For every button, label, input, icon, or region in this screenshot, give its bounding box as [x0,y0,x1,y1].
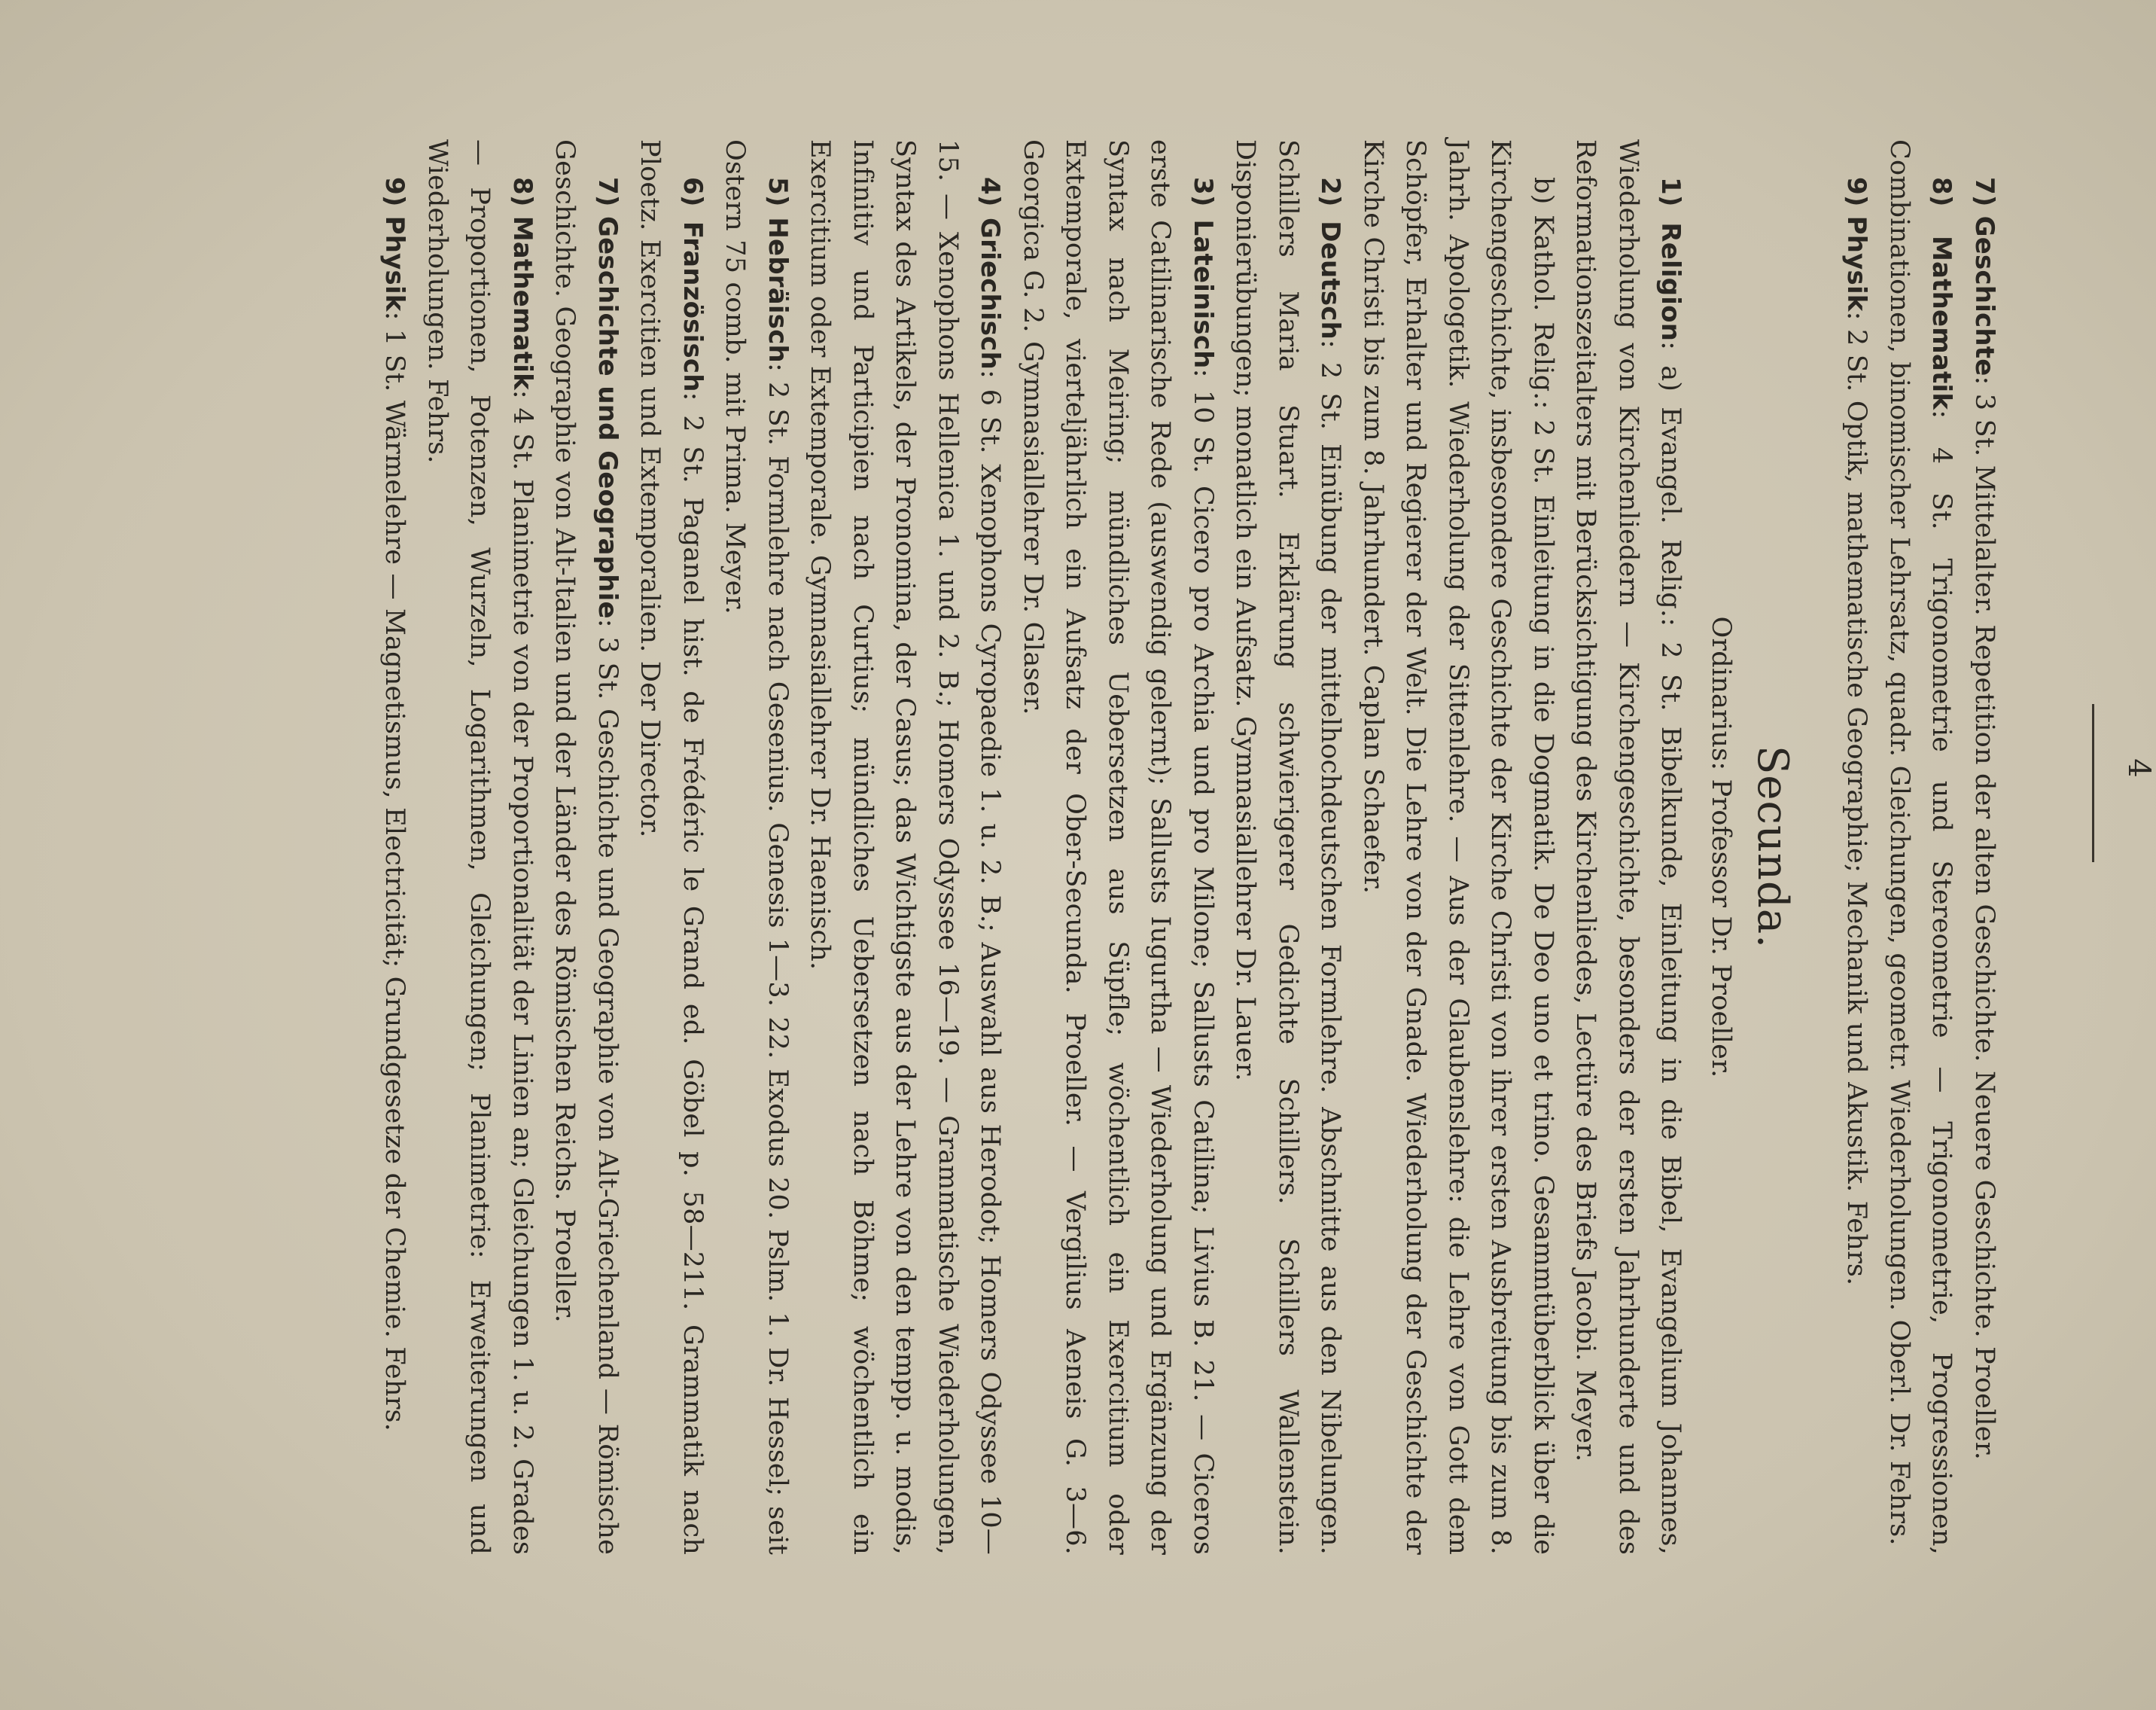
item-lateinisch: 3) Lateinisch: 10 St. Cicero pro Archia und pro Milone; Sallusts Catilina; Livius B. 21. — Ciceros erste Catilinarische Rede (auswendig gelernt); Sallusts Iugurtha — Wiederholung und Ergänzung der Syntax nach Meiring; mündliches Uebersetzen aus Süpfle; wöchentlich ein Exercitium oder Extemporale, vierteljährlich ein Aufsatz der Ober-Secunda. Proeller. — Vergilius Aeneis G. 3—6. Georgica G. 2. Gymnasiallehrer Dr. Glaser. [1018,139,1218,1555]
body-text [373,139,2005,1555]
item-franzoesisch: 6) Französisch: 2 St. Paganel hist. de Frédéric le Grand ed. Göbel p. 58—211. Grammatik nach Ploetz. Exercitien und Extemporalien. Der Director. [635,139,708,1555]
item-griechisch: 4) Griechisch: 6 St. Xenophons Cyropaedie 1. u. 2. B.; Auswahl aus Herodot; Homers Odyssee 10—15. — Xenophons Hellenica 1. und 2. B.; Homers Odyssee 16—19. — Grammatische Wiederholungen, Syntax des Artikels, der Pronomina, der Casus; das Wichtigste aus der Lehre von den tempp. u. modis, Infinitiv und Participien nach Curtius; mündliches Uebersetzen nach Böhme; wöchentlich ein Exercitium oder Extemporale. Gymnasiallehrer Dr. Haenisch. [805,139,1006,1555]
item-geschichte-geographie: 7) Geschichte und Geographie: 3 St. Geschichte und Geographie von Alt-Griechenland — Römische Geschichte. Geographie von Alt-Italien und der Länder des Römischen Reichs. Proeller. [550,139,623,1556]
header-rule [2092,704,2094,862]
item-mathematik: 8) Mathematik: 4 St. Trigonometrie und Stereometrie — Trigonometrie, Progressionen, Combinationen, binomischer Lehrsatz, quadr. Gleichungen, geometr. Wiederholungen. Oberl. Dr. Fehrs. [1884,139,1957,1555]
item-physik-secunda: 9) Physik: 1 St. Wärmelehre — Magnetismus, Electricität; Grundgesetze der Chemie. Fehrs. [379,177,410,1431]
item-deutsch: 2) Deutsch: 2 St. Einübung der mittelhochdeutschen Formlehre. Abschnitte aus den Nibelungen. Schillers Maria Stuart. Erklärung schwierigerer Gedichte Schillers. Schillers Wallenstein. Disponierübungen; monatlich ein Aufsatz. Gymnasiallehrer Dr. Lauer. [1230,139,1346,1556]
ordinarius-line: Ordinarius: Professor Dr. Proeller. [1706,616,1736,1078]
item-hebraeisch: 5) Hebräisch: 2 St. Formlehre nach Gesenius. Genesis 1—3. 22. Exodus 20. Pslm. 1. Dr. Hessel; seit Ostern 75 comb. mit Prima. Meyer. [720,139,793,1555]
item-geschichte: 7) Geschichte: 3 St. Mittelalter. Repetition der alten Geschichte. Neuere Geschichte. Proeller. [1969,177,1999,1461]
item-religion: 1) Religion: a) Evangel. Relig.: 2 St. Bibelkunde, Einleitung in die Bibel, Evangelium Johannes, Wiederholung von Kirchenliedern — Kirchengeschichte, besonders der ersten Jahrhunderte und des Reformationszeitalters mit Berücksichtigung des Kirchenliedes, Lectüre des Briefs Jacobi. Meyer. [1570,139,1686,1555]
item-physik: 9) Physik: 2 St. Optik, mathematische Geographie; Mechanik und Akustik. Fehrs. [1841,177,1872,1286]
item-religion-kathol: b) Kathol. Relig.: 2 St. Einleitung in die Dogmatik. De Deo uno et trino. Gesammtüberblick über die Kirchengeschichte, insbesondere Geschichte der Kirche Christi von ihrer ersten Ausbreitung bis zum 8. Jahrh. Apologetik. Wiederholung der Sittenlehre. — Aus der Glaubenslehre: die Lehre von Gott dem Schöpfer, Erhalter und Regierer der Welt. Die Lehre von der Gnade. Wiederholung der Geschichte der Kirche Christi bis zum 8. Jahrhundert. Caplan Schaefer. [1358,139,1558,1555]
section-title: Secunda. [1748,745,1797,949]
page-number: 4 [2121,758,2156,778]
item-mathematik-secunda: 8) Mathematik: 4 St. Planimetrie von der Proportionalität der Linien an; Gleichungen 1. u. 2. Grades — Proportionen, Potenzen, Wurzeln, Logarithmen, Gleichungen; Planimetrie: Erweiterungen und Wiederholungen. Fehrs. [422,139,537,1555]
